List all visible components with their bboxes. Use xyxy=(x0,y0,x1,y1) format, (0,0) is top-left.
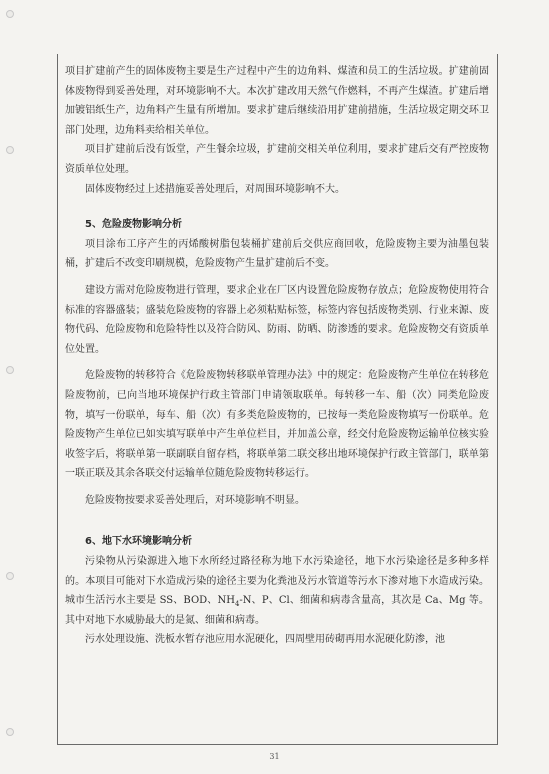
binding-hole xyxy=(6,146,14,154)
paragraph-groundwater-pathway xyxy=(65,552,489,630)
document-body xyxy=(65,62,489,650)
paragraph-solid-waste-conclusion: 固体废物经过上述措施妥善处理后，对周围环境影响不大。 xyxy=(85,183,345,195)
paragraph-hazardous-waste-source: 项目涂布工序产生的丙烯酸树脂包装桶扩建前后交供应商回收，危险废物主要为油墨包装桶，扩建后不改变印刷规模，危险废物产生量扩建前后不变。 xyxy=(65,238,489,270)
binding-hole xyxy=(6,572,14,580)
paragraph-hazardous-waste-management: 建设方需对危险废物进行管理，要求企业在厂区内设置危险废物存放点；危险废物使用符合标准的容器盛装；盛装危险废物的容器上必须粘贴标签，标签内容包括废物类别、行业来源、废物代码、危险废物和危险特性以及符合防风、防雨、防晒、防渗透的要求。危险废物交有资质单位处置。 xyxy=(65,284,489,355)
section-heading-hazardous-waste: 5、危险废物影响分析 xyxy=(85,219,182,231)
ammonia-subscript: 4 xyxy=(234,600,240,609)
binding-hole xyxy=(6,366,14,374)
paragraph-sewage-facility: 污水处理设施、洗板水暂存池应用水泥硬化，四周壁用砖砌再用水泥硬化防渗，池 xyxy=(85,634,445,646)
paragraph-canteen-waste: 项目扩建前后没有饭堂，产生餐余垃圾，扩建前交相关单位利用，要求扩建后交有严控废物资质单位处理。 xyxy=(65,144,489,175)
paragraph-solid-waste-before: 项目扩建前产生的固体废物主要是生产过程中产生的边角料、煤渣和员工的生活垃圾。扩建前固体废物得到妥善处理，对环境影响不大。本次扩建改用天然气作燃料，不再产生煤渣。扩建后增加镀铝纸生产，边角料产生量有所增加。要求扩建后继续沿用扩建前措施，生活垃圾定期交环卫部门处理，边角料卖给相关单位。 xyxy=(65,66,489,136)
binding-hole xyxy=(6,10,14,18)
ammonia-label: NH xyxy=(217,595,235,607)
section-heading-groundwater: 6、地下水环境影响分析 xyxy=(85,536,192,548)
page-number: 31 xyxy=(269,752,280,761)
paragraph-hazardous-waste-conclusion: 危险废物按要求妥善处理后，对环境影响不明显。 xyxy=(85,494,305,506)
paragraph-hazardous-waste-transfer: 危险废物的转移符合《危险废物转移联单管理办法》中的规定：危险废物产生单位在转移危险废物前，已向当地环境保护行政主管部门申请领取联单。每转移一车、船（次）同类危险废物，填写一份联单，每车、船（次）有多类危险废物的，已按每一类危险废物填写一份联单。危险废物产生单位已如实填写联单中产生单位栏目，并加盖公章，经交付危险废物运输单位核实验收签字后，将联单第一联副联自留存档，将联单第二联交移出地环境保护行政主管部门，联单第一联正联及其余各联交付运输单位随危险废物转移运行。 xyxy=(65,370,489,480)
binding-hole xyxy=(6,728,14,736)
groundwater-text-b: -N、P、Cl、细菌和病毒含量高，其次是 Ca、Mg 等。其中对地下水威胁最大的是氮、细菌和病毒。 xyxy=(65,595,489,626)
groundwater-text-a: 污染物从污染源进入地下水所经过路径称为地下水污染途径，地下水污染途径是多种多样的。本项目可能对下水造成污染的途径主要为化粪池及污水管道等污水下渗对地下水造成污染。城市生活污水主要是 SS、BOD、 xyxy=(65,556,489,607)
